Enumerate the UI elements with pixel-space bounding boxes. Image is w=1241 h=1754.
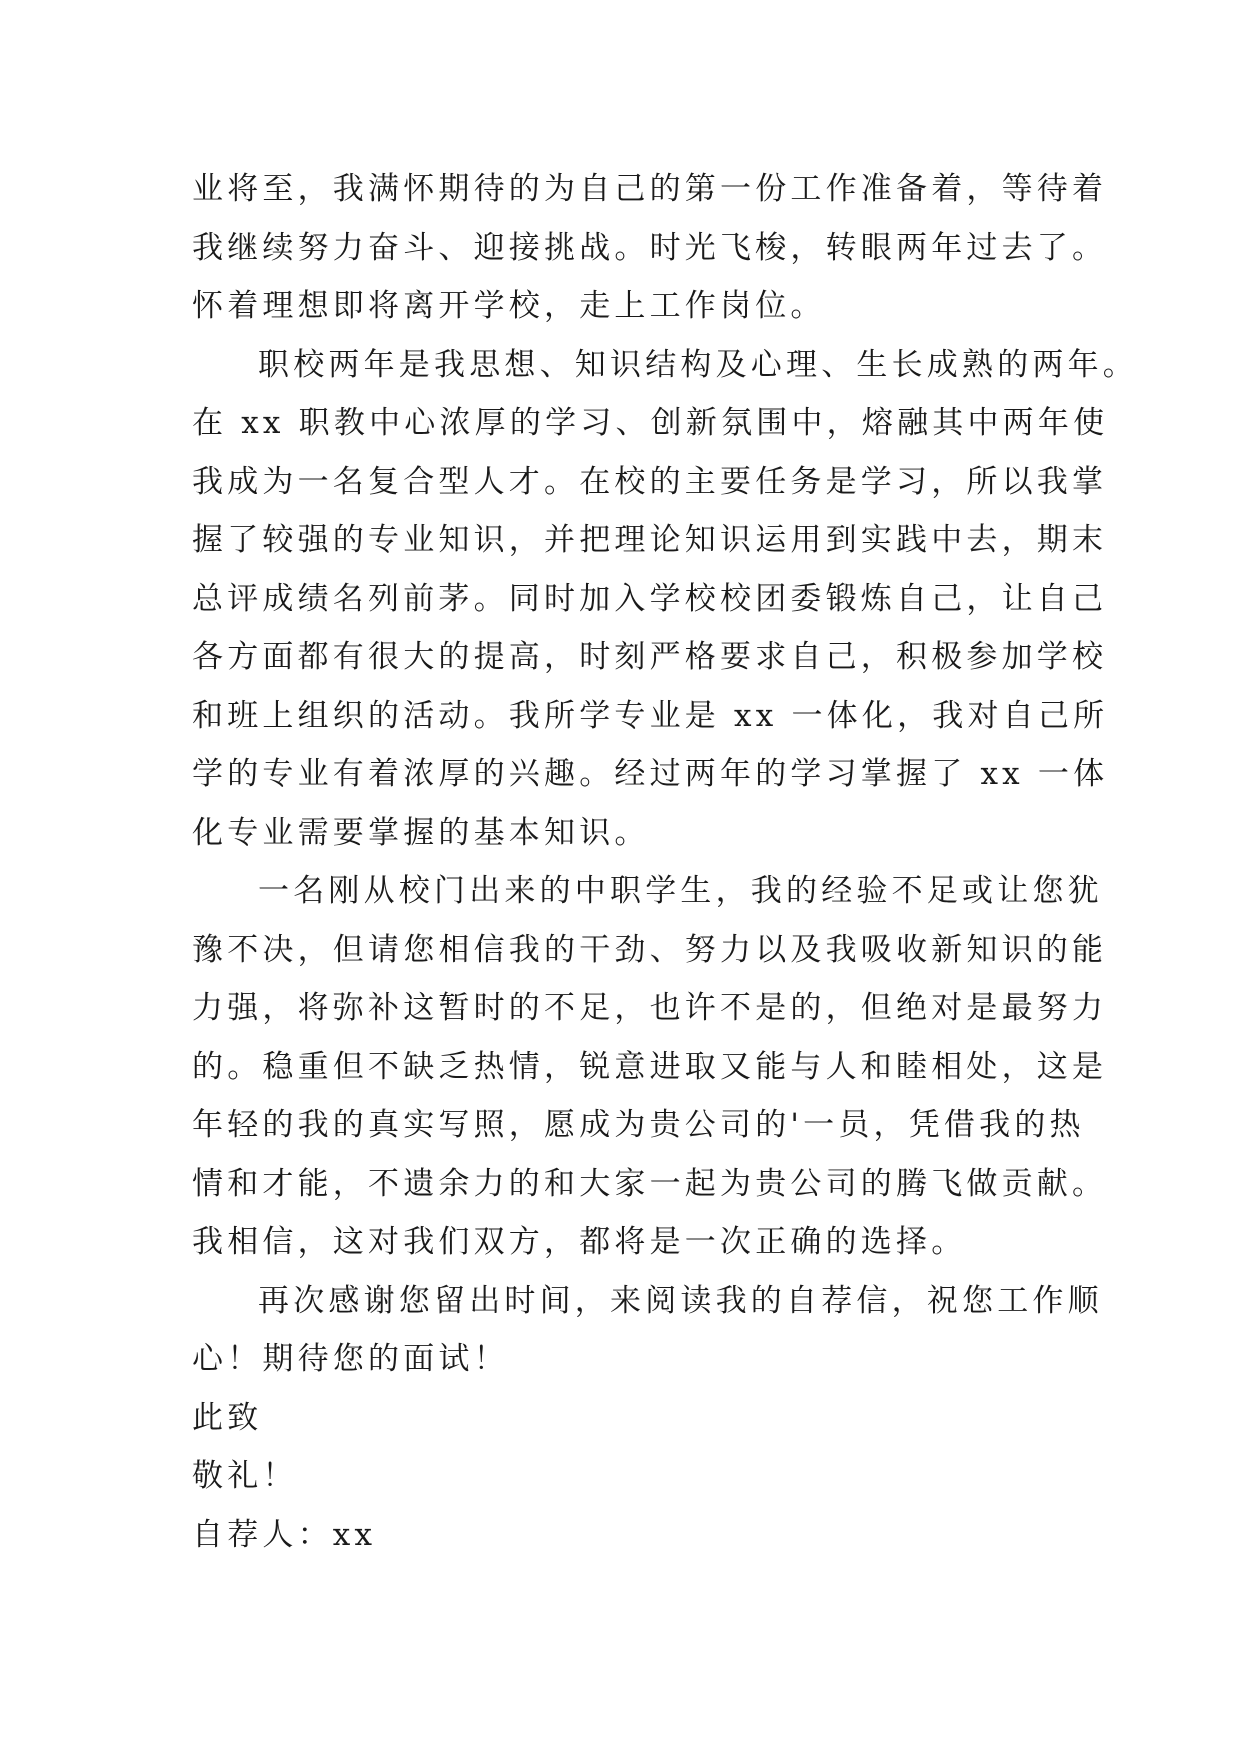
text-line: 业将至，我满怀期待的为自己的第一份工作准备着，等待着 xyxy=(192,171,1108,207)
letter-body xyxy=(192,160,1138,1564)
closing-respect: 敬礼！ xyxy=(192,1458,298,1494)
text-line: 豫不决，但请您相信我的干劲、努力以及我吸收新知识的能 xyxy=(192,931,1108,968)
paragraph-start-line: 再次感谢您留出时间，来阅读我的自荐信，祝您工作顺 xyxy=(258,1282,1103,1319)
text-line: 和班上组织的活动。我所学专业是 xx 一体化，我对自己所 xyxy=(192,697,1109,734)
paragraph-start-line: 一名刚从校门出来的中职学生，我的经验不足或让您犹 xyxy=(258,873,1103,909)
text-line: 各方面都有很大的提高，时刻严格要求自己，积极参加学校 xyxy=(192,639,1108,675)
text-line: 在 xx 职教中心浓厚的学习、创新氛围中，熔融其中两年使 xyxy=(192,405,1109,441)
text-line: 怀着理想即将离开学校，走上工作岗位。 xyxy=(192,288,826,324)
text-line: 学的专业有着浓厚的兴趣。经过两年的学习掌握了 xx 一体 xyxy=(192,756,1109,792)
text-line: 情和才能，不遗余力的和大家一起为贵公司的腾飞做贡献。 xyxy=(192,1165,1108,1202)
signature-line: 自荐人：xx xyxy=(192,1516,377,1553)
text-line: 总评成绩名列前茅。同时加入学校校团委锻炼自己，让自己 xyxy=(192,580,1108,617)
text-line: 我继续努力奋斗、迎接挑战。时光飞梭，转眼两年过去了。 xyxy=(192,229,1108,266)
text-line: 的。稳重但不缺乏热情，锐意进取又能与人和睦相处，这是 xyxy=(192,1048,1108,1085)
closing-salutation: 此致 xyxy=(192,1399,263,1436)
text-line: 年轻的我的真实写照，愿成为贵公司的'一员，凭借我的热 xyxy=(192,1107,1085,1143)
text-line: 我成为一名复合型人才。在校的主要任务是学习，所以我掌 xyxy=(192,463,1108,500)
text-line: 力强，将弥补这暂时的不足，也许不是的，但绝对是最努力 xyxy=(192,990,1108,1026)
text-line: 心！期待您的面试！ xyxy=(192,1341,509,1377)
paragraph-start-line: 职校两年是我思想、知识结构及心理、生长成熟的两年。 xyxy=(258,346,1138,383)
text-line: 我相信，这对我们双方，都将是一次正确的选择。 xyxy=(192,1224,967,1260)
text-line: 握了较强的专业知识，并把理论知识运用到实践中去，期末 xyxy=(192,522,1108,558)
text-line: 化专业需要掌握的基本知识。 xyxy=(192,814,650,851)
